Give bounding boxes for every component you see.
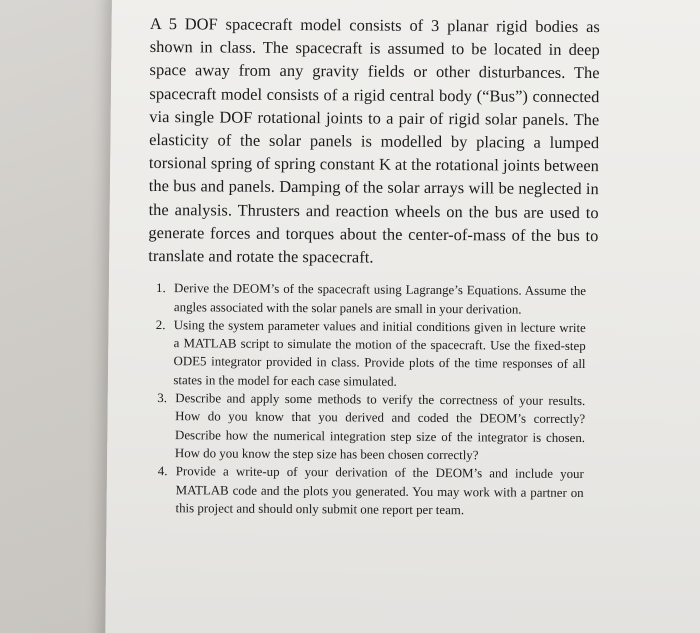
task-number: 2. bbox=[155, 317, 166, 332]
task-item-4 bbox=[157, 462, 583, 520]
task-text: Derive the DEOM’s of the spacecraft using Lagrange’s Equations. Assume the angles associated with the solar panels are small in your derivation. bbox=[173, 281, 587, 317]
intro-paragraph: A 5 DOF spacecraft model consists of 3 planar rigid bodies as shown in class. The spacecraft is assumed to be located in deep space away from any gravity fields or other disturbances. The spacecraft model consists of a rigid central body (“Bus”) connected via single DOF rotational joints to a pair of rigid solar panels. The elasticity of the solar panels is modelled by placing a lumped torsional spring of spring constant K at the rotational joints between the bus and panels. Damping of the solar arrays will be neglected in the analysis. Thrusters and reaction wheels on the bus are used to generate forces and torques about the center-of-mass of the bus to translate and rotate the spacecraft. bbox=[148, 13, 600, 267]
task-number: 1. bbox=[156, 281, 166, 296]
task-number: 4. bbox=[157, 464, 168, 479]
task-text: Using the system parameter values and initial conditions given in lecture write a MATLAB script to simulate the motion of the spacecraft. Use the fixed-step ODE5 integrator provided in class. Provide plots of the time responses of all states in the model for each case simulated. bbox=[173, 318, 586, 389]
task-item-2 bbox=[155, 316, 586, 392]
task-text: Describe and apply some methods to verify the correctness of your results. How do you know that you derived and coded the DEOM’s correctly? Describe how the numerical integration step size of the integrator is chosen. How do you know the step size has been chosen correctly? bbox=[174, 391, 586, 463]
document-content bbox=[146, 12, 600, 520]
task-list bbox=[154, 279, 586, 520]
task-item-3 bbox=[157, 389, 586, 465]
task-item-1 bbox=[156, 279, 586, 319]
task-text: Provide a write-up of your derivation of the DEOM’s and include your MATLAB code and the plots you generated. You may work with a partner on this project and should only submit one report per team. bbox=[175, 464, 584, 518]
task-number: 3. bbox=[157, 391, 168, 406]
